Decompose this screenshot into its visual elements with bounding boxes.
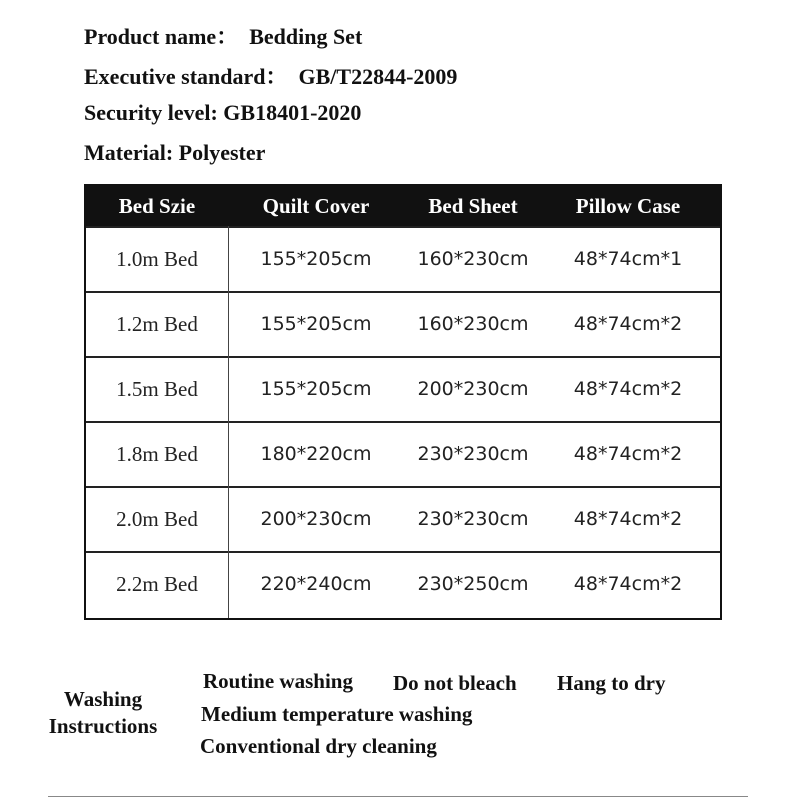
hang-to-dry-text: Hang to dry (557, 671, 666, 695)
bed-size-cell: 1.8m Bed (116, 442, 198, 466)
header-quilt-cover: Quilt Cover (262, 194, 370, 218)
bed-size-cell: 2.2m Bed (116, 572, 198, 596)
dry-cleaning-text: Conventional dry cleaning (200, 734, 437, 758)
quilt-cover-cell: 200*230cm (260, 508, 372, 530)
executive-standard-line: Executive standard： GB/T22844-2009 (84, 64, 458, 89)
bed-sheet-cell: 230*230cm (417, 508, 529, 530)
quilt-cover-cell: 155*205cm (260, 378, 372, 400)
bed-sheet-cell: 230*230cm (417, 443, 529, 465)
quilt-cover-cell: 155*205cm (260, 313, 372, 335)
bed-sheet-cell: 230*250cm (417, 573, 529, 595)
quilt-cover-cell: 155*205cm (260, 248, 372, 270)
table-row (86, 551, 720, 616)
washing-title-line1: Washing (63, 687, 143, 711)
pillow-case-cell: 48*74cm*2 (573, 378, 683, 400)
bed-size-cell: 1.0m Bed (116, 247, 198, 271)
bed-sheet-cell: 160*230cm (417, 313, 529, 335)
size-table (84, 184, 722, 620)
table-row (86, 291, 720, 356)
bed-size-cell: 2.0m Bed (116, 507, 198, 531)
security-level-line: Security level: GB18401-2020 (84, 100, 362, 125)
routine-washing-text: Routine washing (203, 669, 353, 693)
pillow-case-cell: 48*74cm*2 (573, 508, 683, 530)
bed-sheet-cell: 200*230cm (417, 378, 529, 400)
medium-temperature-text: Medium temperature washing (201, 702, 473, 726)
column-divider (228, 226, 229, 618)
bed-sheet-cell: 160*230cm (417, 248, 529, 270)
bed-size-cell: 1.2m Bed (116, 312, 198, 336)
header-bed-size: Bed Szie (118, 194, 196, 218)
bed-size-cell: 1.5m Bed (116, 377, 198, 401)
washing-instructions-title (38, 686, 168, 740)
material-line: Material: Polyester (84, 140, 266, 165)
quilt-cover-cell: 220*240cm (260, 573, 372, 595)
bottom-divider (48, 796, 748, 797)
table-row (86, 356, 720, 421)
washing-title-line2: Instructions (48, 714, 158, 738)
pillow-case-cell: 48*74cm*2 (573, 573, 683, 595)
table-row (86, 421, 720, 486)
quilt-cover-cell: 180*220cm (260, 443, 372, 465)
pillow-case-cell: 48*74cm*2 (573, 443, 683, 465)
table-row (86, 486, 720, 551)
product-name-line: Product name： Bedding Set (84, 24, 363, 49)
header-bed-sheet: Bed Sheet (428, 194, 518, 218)
pillow-case-cell: 48*74cm*1 (573, 248, 683, 270)
do-not-bleach-text: Do not bleach (393, 671, 517, 695)
header-pillow-case: Pillow Case (575, 194, 681, 218)
table-row (86, 226, 720, 291)
pillow-case-cell: 48*74cm*2 (573, 313, 683, 335)
table-header (86, 186, 720, 226)
